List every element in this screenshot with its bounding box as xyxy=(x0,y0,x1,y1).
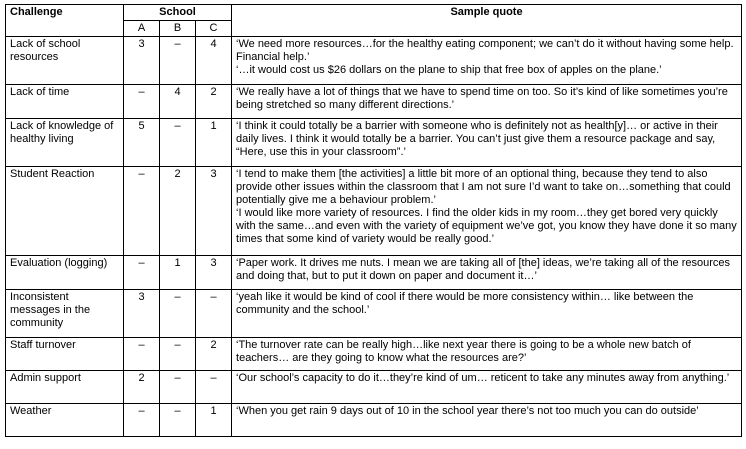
school-c-count: – xyxy=(196,290,232,338)
challenge-cell: Staff turnover xyxy=(6,338,124,371)
table-row xyxy=(6,371,742,404)
quote-cell xyxy=(232,290,742,338)
table-row xyxy=(6,85,742,119)
challenges-table xyxy=(5,4,742,437)
table-row xyxy=(6,404,742,437)
school-b-count: – xyxy=(160,37,196,85)
quote-cell xyxy=(232,338,742,371)
table-row xyxy=(6,167,742,256)
school-b-count: – xyxy=(160,371,196,404)
school-c-count: 1 xyxy=(196,119,232,167)
quote-text: ‘Paper work. It drives me nuts. I mean we are taking all of [the] ideas, we’re taking all of the resources and doing that, but to put it down on paper and document it…’ xyxy=(236,257,731,282)
school-a-count: – xyxy=(124,85,160,119)
school-c-count: 3 xyxy=(196,256,232,290)
table-row xyxy=(6,338,742,371)
challenge-cell: Inconsistent messages in the community xyxy=(6,290,124,338)
school-a-count: 3 xyxy=(124,37,160,85)
quote-text: ‘Our school’s capacity to do it…they’re kind of um… reticent to take any minutes away from anything.’ xyxy=(236,372,730,384)
school-a-count: – xyxy=(124,404,160,437)
school-b-count: – xyxy=(160,290,196,338)
school-c-count: 2 xyxy=(196,85,232,119)
quote-cell xyxy=(232,404,742,437)
school-a-count: 3 xyxy=(124,290,160,338)
school-b-count: – xyxy=(160,119,196,167)
table-row xyxy=(6,37,742,85)
table-row xyxy=(6,256,742,290)
challenge-cell: Admin support xyxy=(6,371,124,404)
quote-text: ‘We really have a lot of things that we have to spend time on too. So it’s kind of like sometimes you’re being stretched so many different directions.’ xyxy=(236,86,728,111)
school-c-count: 1 xyxy=(196,404,232,437)
school-a-count: – xyxy=(124,256,160,290)
quote-text: ‘The turnover rate can be really high…like next year there is going to be a whole new batch of teachers… are they going to know what the resources are?’ xyxy=(236,339,691,364)
quote-text: ‘I tend to make them [the activities] a little bit more of an optional thing, because they tend to also provide other issues within the classroom that I am not sure I’d want to take on…something that could potentially give me a behaviour problem.’ xyxy=(236,168,731,206)
sample-quote-header: Sample quote xyxy=(232,5,742,37)
school-a-count: – xyxy=(124,338,160,371)
school-b-count: – xyxy=(160,338,196,371)
challenge-cell: Evaluation (logging) xyxy=(6,256,124,290)
quote-text: ‘We need more resources…for the healthy eating component; we can’t do it without having some help. Financial help.’ xyxy=(236,38,734,63)
school-b-count: 1 xyxy=(160,256,196,290)
school-b-count: 2 xyxy=(160,167,196,256)
quote-text: ‘yeah like it would be kind of cool if there would be more consistency within… like between the community and the school.’ xyxy=(236,291,694,316)
school-a-count: 2 xyxy=(124,371,160,404)
quote-text: ‘…it would cost us $26 dollars on the plane to ship that free box of apples on the plane.’ xyxy=(236,64,662,76)
school-c-count: – xyxy=(196,371,232,404)
challenge-cell: Weather xyxy=(6,404,124,437)
quote-cell xyxy=(232,371,742,404)
school-a-header: A xyxy=(124,21,160,37)
school-c-count: 4 xyxy=(196,37,232,85)
challenge-header: Challenge xyxy=(6,5,124,37)
challenge-cell: Student Reaction xyxy=(6,167,124,256)
quote-cell xyxy=(232,85,742,119)
school-c-header: C xyxy=(196,21,232,37)
quote-cell xyxy=(232,167,742,256)
school-c-count: 2 xyxy=(196,338,232,371)
quote-text: ‘When you get rain 9 days out of 10 in the school year there’s not too much you can do outside’ xyxy=(236,405,699,417)
table-row xyxy=(6,119,742,167)
school-b-count: 4 xyxy=(160,85,196,119)
school-b-header: B xyxy=(160,21,196,37)
quote-cell xyxy=(232,37,742,85)
table-row xyxy=(6,290,742,338)
quote-text: ‘I would like more variety of resources. I find the older kids in my room…they get bored very quickly with the same…and even with the variety of equipment we’ve got, you know they have done it so many times that some kind of variety would be really good.’ xyxy=(236,207,737,245)
challenge-cell: Lack of knowledge of healthy living xyxy=(6,119,124,167)
quote-cell xyxy=(232,119,742,167)
school-a-count: – xyxy=(124,167,160,256)
school-header: School xyxy=(124,5,232,21)
school-c-count: 3 xyxy=(196,167,232,256)
challenge-cell: Lack of school resources xyxy=(6,37,124,85)
challenge-cell: Lack of time xyxy=(6,85,124,119)
quote-cell xyxy=(232,256,742,290)
school-b-count: – xyxy=(160,404,196,437)
school-a-count: 5 xyxy=(124,119,160,167)
quote-text: ‘I think it could totally be a barrier with someone who is definitely not as health[y]… or active in their daily lives. I think it would totally be a barrier. You can’t just give them a resource package and say, “Here, use this in your classroom”.’ xyxy=(236,120,718,158)
